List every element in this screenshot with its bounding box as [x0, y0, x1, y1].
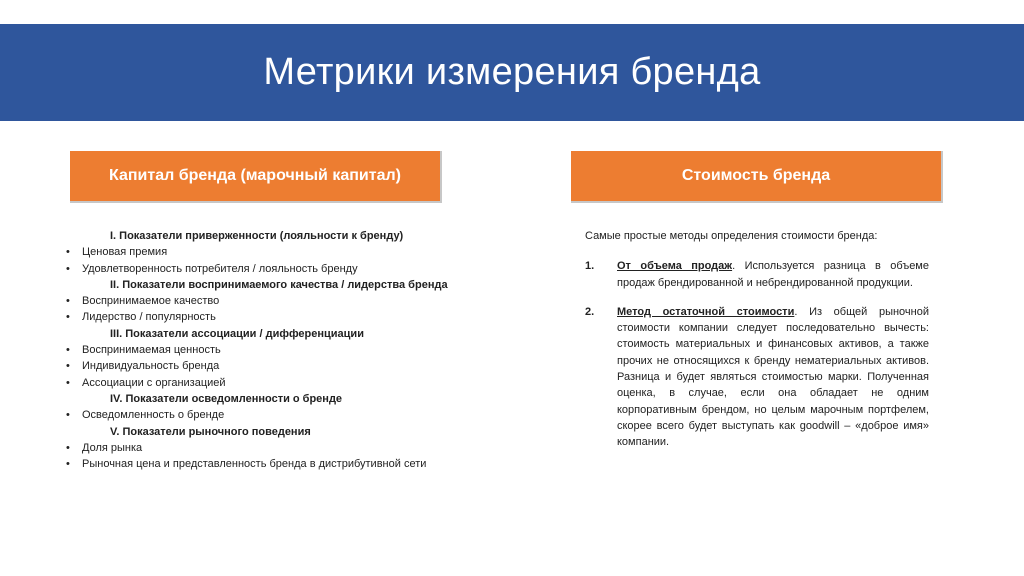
title-bar	[0, 24, 1024, 121]
metric-group-heading: IV. Показатели осведомленности о бренде	[110, 392, 343, 405]
metric-list-item: • Удовлетворенность потребителя / лояльность бренду	[62, 261, 462, 277]
metric-list-item: • Осведомленность о бренде	[62, 407, 462, 423]
metric-list-item: • Воспринимаемое качество	[62, 293, 462, 309]
method-number: 1.	[585, 260, 595, 273]
method-item	[585, 258, 929, 291]
method-description: . Из общей рыночной стоимости компании следует последовательно вычесть: стоимость материальных и финансовых активов, а также прочих не относящихся к бренду нематериальных активов. Разница и будет являться стоимостью марки. Полученная оценка, в случае, если она обладает не одним корпоративным брендом, но целым марочным портфелем, скорее всего будет выступать как goodwill – «доброе имя» компании.	[617, 305, 929, 449]
brand-value-section	[585, 228, 929, 464]
metric-list-item: • Лидерство / популярность	[62, 309, 462, 325]
right-section-header: Стоимость бренда	[571, 151, 943, 203]
metric-list-item: • Воспринимаемая ценность	[62, 342, 462, 358]
metric-group-heading: V. Показатели рыночного поведения	[110, 425, 311, 438]
metric-group-heading: I. Показатели приверженности (лояльности к бренду)	[110, 230, 404, 242]
metric-group-heading: III. Показатели ассоциации / дифференциации	[110, 327, 364, 340]
method-item	[585, 304, 929, 451]
metric-list-item: • Доля рынка	[62, 440, 462, 456]
metric-list-item: • Ассоциации с организацией	[62, 375, 462, 391]
metric-list-item: • Ценовая премия	[62, 244, 462, 260]
page-title: Метрики измерения бренда	[263, 51, 761, 93]
method-title: От объема продаж	[617, 260, 733, 273]
method-title: Метод остаточной стоимости	[617, 305, 795, 318]
metric-list-item: • Индивидуальность бренда	[62, 358, 462, 374]
brand-equity-list	[62, 228, 462, 472]
method-number: 2.	[585, 305, 595, 318]
method-description: . Используется разница в объеме продаж брендированной и небрендированной продукции.	[617, 260, 929, 289]
left-section-header: Капитал бренда (марочный капитал)	[70, 151, 442, 203]
metric-group-heading: II. Показатели воспринимаемого качества / лидерства бренда	[110, 278, 448, 291]
metric-list-item: • Рыночная цена и представленность бренда в дистрибутивной сети	[62, 456, 462, 472]
brand-value-intro: Самые простые методы определения стоимости бренда:	[585, 230, 878, 242]
